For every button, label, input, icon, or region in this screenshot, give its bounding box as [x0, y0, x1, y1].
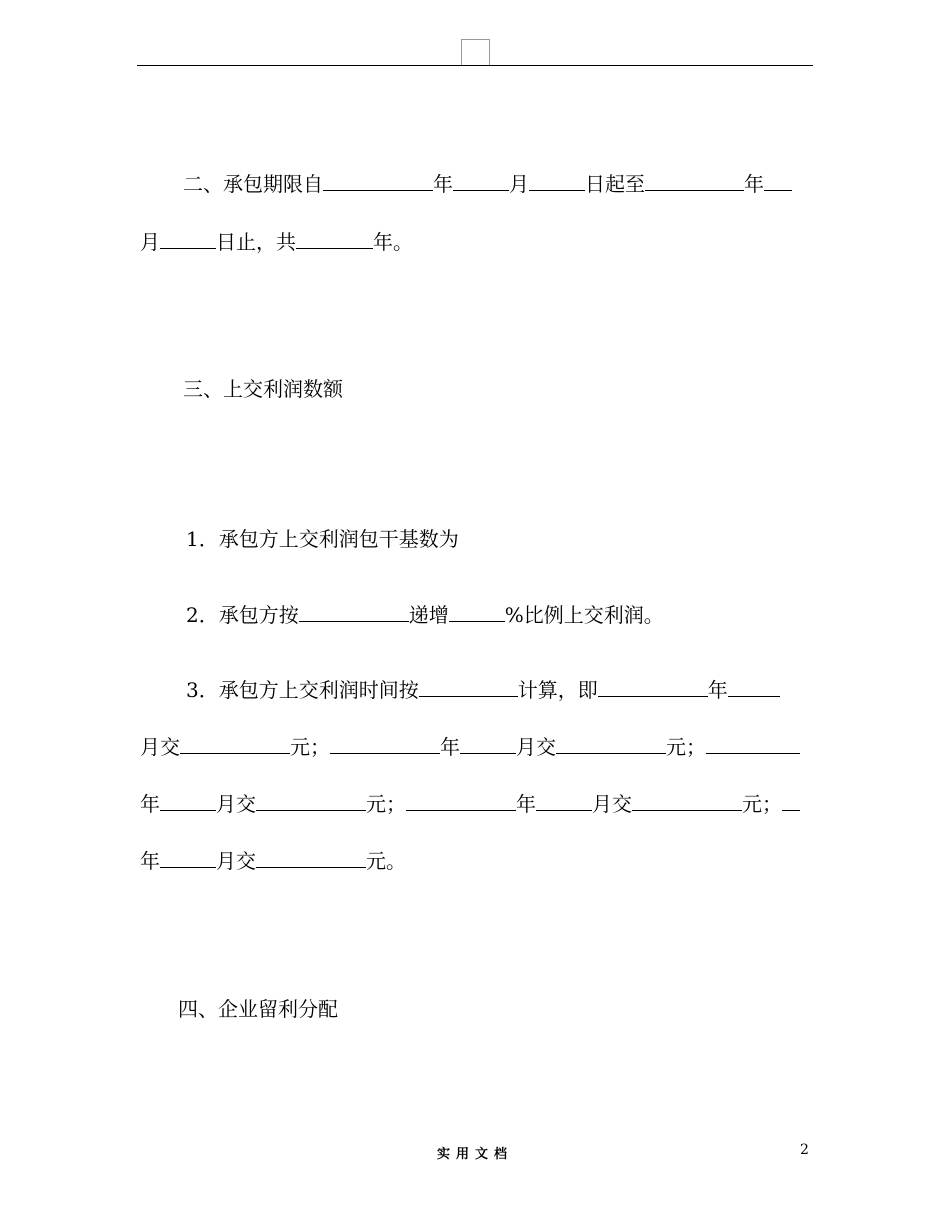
blank [299, 601, 409, 622]
footer-label: 实用文档 [436, 1147, 513, 1162]
term-prefix: 二、承包期限自 [183, 172, 323, 196]
blank [764, 170, 792, 191]
blank [330, 733, 440, 754]
calc-label: 计算，即 [517, 678, 598, 702]
item-2-suffix: %比例上交利润。 [504, 603, 664, 627]
yuan-label: 元； [742, 792, 782, 816]
month-pay-label: 月交 [216, 792, 256, 816]
day-to-label: 日止，共 [216, 230, 296, 254]
blank [296, 228, 373, 249]
yuan-label: 元； [666, 735, 706, 759]
month-label: 月 [140, 230, 160, 254]
item-3-line-4 [140, 847, 406, 875]
item-2-prefix: 2．承包方按 [186, 603, 299, 627]
blank [728, 676, 780, 697]
header-box [461, 39, 490, 66]
year-label: 年 [140, 792, 160, 816]
item-3-line-1 [186, 676, 780, 704]
yuan-label: 元； [290, 735, 330, 759]
item-3-line-2 [140, 733, 800, 761]
month-pay-label: 月交 [516, 735, 556, 759]
item-3-prefix: 3．承包方上交利润时间按 [186, 678, 419, 702]
blank [449, 601, 505, 622]
blank [453, 170, 509, 191]
year-label: 年 [707, 678, 728, 702]
month-pay-label: 月交 [592, 792, 632, 816]
month-pay-label: 月交 [216, 849, 256, 873]
blank [632, 790, 742, 811]
blank [160, 790, 216, 811]
page-number: 2 [800, 1142, 809, 1158]
section-4-title: 四、企业留利分配 [178, 997, 338, 1021]
blank [323, 170, 433, 191]
blank [160, 228, 216, 249]
header-rule [137, 65, 813, 66]
year-label: 年 [140, 849, 160, 873]
blank [556, 733, 666, 754]
blank [460, 733, 516, 754]
month-pay-label: 月交 [140, 735, 180, 759]
blank [645, 170, 744, 191]
year-label: 年 [744, 172, 764, 196]
blank [598, 676, 708, 697]
term-line-2 [140, 228, 413, 256]
blank [406, 790, 516, 811]
day-from-label: 日起至 [585, 172, 645, 196]
blank [536, 790, 592, 811]
item-2 [186, 601, 664, 629]
blank [706, 733, 800, 754]
blank [782, 790, 800, 811]
year-label: 年 [440, 735, 460, 759]
blank [256, 847, 366, 868]
yuan-end-label: 元。 [366, 849, 406, 873]
item-3-line-3 [140, 790, 800, 818]
increase-label: 递增 [408, 603, 449, 627]
item-1: 1．承包方上交利润包干基数为 [186, 527, 459, 551]
years-end-label: 年。 [373, 230, 413, 254]
year-label: 年 [516, 792, 536, 816]
year-label: 年 [433, 172, 453, 196]
term-line-1 [183, 170, 792, 198]
blank [256, 790, 366, 811]
blank [180, 733, 290, 754]
blank [419, 676, 518, 697]
blank [529, 170, 585, 191]
blank [160, 847, 216, 868]
section-3-title: 三、上交利润数额 [183, 377, 343, 401]
month-label: 月 [509, 172, 529, 196]
yuan-label: 元； [366, 792, 406, 816]
